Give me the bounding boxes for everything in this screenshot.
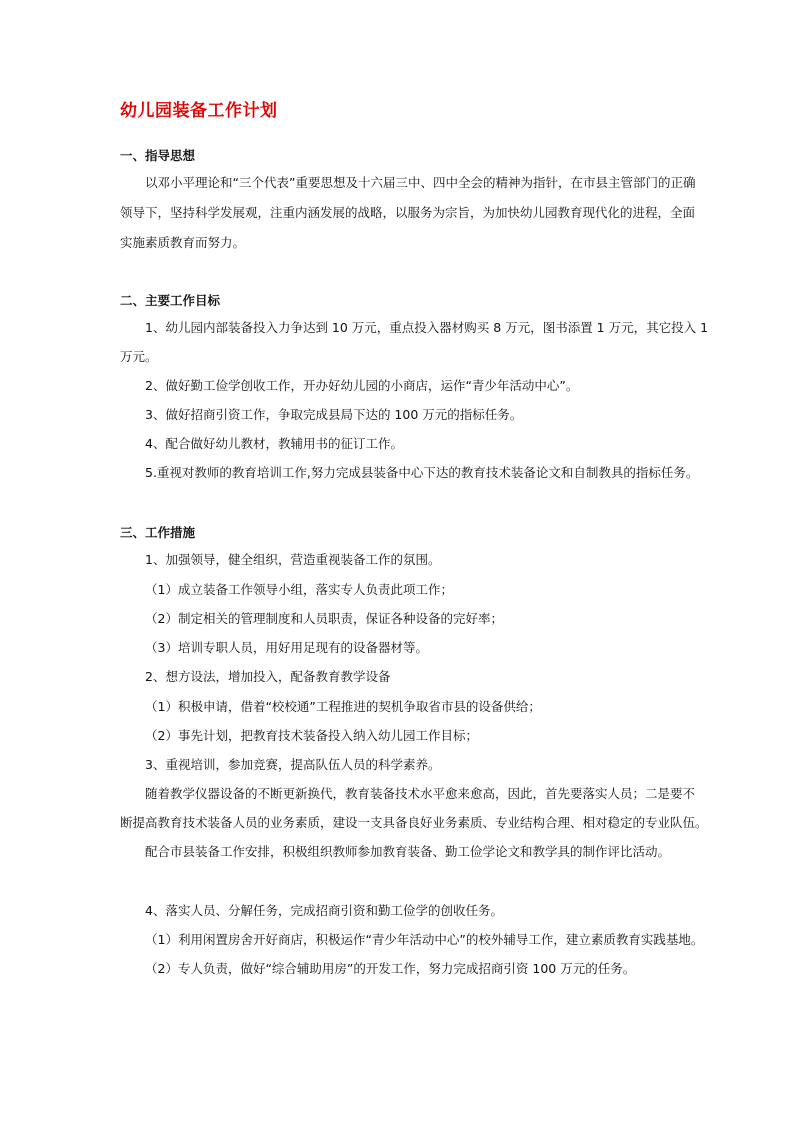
section-heading-main-goals: 二、主要工作目标 bbox=[120, 293, 221, 308]
paragraph-line: 配合市县装备工作安排，积极组织教师参加教育装备、勤工俭学论文和教学具的制作评比活动。 bbox=[145, 844, 671, 859]
measure-item: 3、重视培训，参加竞赛，提高队伍人员的科学素养。 bbox=[145, 757, 441, 772]
measure-subitem: （2）专人负责，做好“综合辅助用房”的开发工作，努力完成招商引资 100 万元的任务。 bbox=[145, 961, 636, 976]
goal-item: 2、做好勤工俭学创收工作，开办好幼儿园的小商店，运作“青少年活动中心”。 bbox=[145, 378, 579, 393]
paragraph-line: 领导下，坚持科学发展观，注重内涵发展的战略，以服务为宗旨，为加快幼儿园教育现代化的进程，全面 bbox=[120, 205, 696, 220]
paragraph-line: 随着教学仪器设备的不断更新换代，教育装备技术水平愈来愈高，因此，首先要落实人员；二是要不 bbox=[145, 786, 696, 801]
paragraph-line: 实施素质教育而努力。 bbox=[120, 235, 246, 250]
measure-subitem: （1）利用闲置房舍开好商店，积极运作“青少年活动中心”的校外辅导工作，建立素质教育实践基地。 bbox=[145, 932, 704, 947]
section-heading-work-measures: 三、工作措施 bbox=[120, 525, 196, 540]
measure-item: 2、想方设法，增加投入，配备教育教学设备 bbox=[145, 669, 391, 684]
goal-item: 1、幼儿园内部装备投入力争达到 10 万元，重点投入器材购买 8 万元，图书添置 1 万元，其它投入 1 bbox=[145, 320, 709, 335]
paragraph-line: 断提高教育技术装备人员的业务素质，建设一支具备良好业务素质、专业结构合理、相对稳定的专业队伍。 bbox=[120, 815, 708, 830]
goal-item: 3、做好招商引资工作，争取完成县局下达的 100 万元的指标任务。 bbox=[145, 407, 523, 422]
document-title: 幼儿园装备工作计划 bbox=[120, 101, 278, 121]
paragraph-line: 以邓小平理论和“三个代表”重要思想及十六届三中、四中全会的精神为指针，在市县主管部门的正确 bbox=[145, 175, 696, 190]
measure-subitem: （1）成立装备工作领导小组，落实专人负责此项工作； bbox=[145, 582, 453, 597]
goal-item: 4、配合做好幼儿教材，教辅用书的征订工作。 bbox=[145, 436, 403, 451]
measure-subitem: （1）积极申请，借着“校校通”工程推进的契机争取省市县的设备供给； bbox=[145, 699, 541, 714]
goal-item-continuation: 万元。 bbox=[120, 349, 158, 364]
measure-item: 1、加强领导，健全组织，营造重视装备工作的氛围。 bbox=[145, 552, 441, 567]
measure-item: 4、落实人员、分解任务，完成招商引资和勤工俭学的创收任务。 bbox=[145, 903, 503, 918]
measure-subitem: （2）事先计划，把教育技术装备投入纳入幼儿园工作目标； bbox=[145, 728, 478, 743]
measure-subitem: （2）制定相关的管理制度和人员职责，保证各种设备的完好率； bbox=[145, 611, 503, 626]
goal-item: 5.重视对教师的教育培训工作,努力完成县装备中心下达的教育技术装备论文和自制教具的指标任务。 bbox=[145, 465, 699, 480]
section-heading-guiding-ideology: 一、指导思想 bbox=[120, 148, 196, 163]
measure-subitem: （3）培训专职人员，用好用足现有的设备器材等。 bbox=[145, 640, 428, 655]
